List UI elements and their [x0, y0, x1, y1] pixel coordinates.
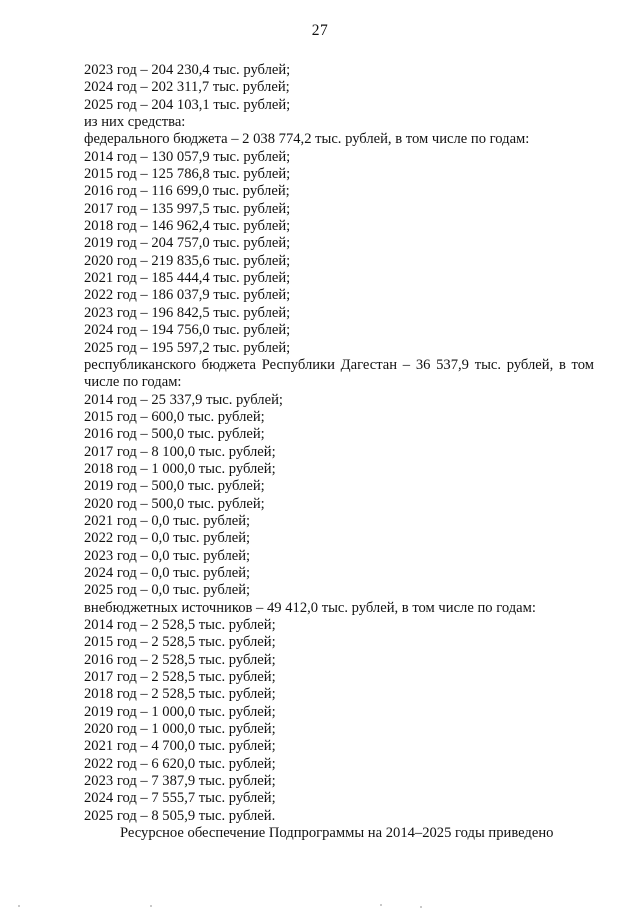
- text-line: 2014 год – 25 337,9 тыс. рублей;: [84, 391, 283, 408]
- text-line: 2019 год – 204 757,0 тыс. рублей;: [84, 235, 291, 252]
- scan-speck: [380, 904, 382, 906]
- scan-speck: [150, 905, 152, 907]
- text-line: 2014 год – 130 057,9 тыс. рублей;: [84, 148, 291, 165]
- text-line: 2018 год – 2 528,5 тыс. рублей;: [84, 686, 276, 703]
- text-line: внебюджетных источников – 49 412,0 тыс. рублей, в том числе по годам:: [84, 599, 536, 616]
- text-line: 2024 год – 0,0 тыс. рублей;: [84, 564, 251, 581]
- scan-speck: [18, 905, 20, 907]
- text-line: 2015 год – 2 528,5 тыс. рублей;: [84, 634, 276, 651]
- text-line: 2014 год – 2 528,5 тыс. рублей;: [84, 617, 276, 633]
- text-line: 2021 год – 4 700,0 тыс. рублей;: [84, 738, 276, 755]
- text-line: 2022 год – 0,0 тыс. рублей;: [84, 530, 251, 547]
- text-line: 2023 год – 196 842,5 тыс. рублей;: [84, 304, 291, 321]
- text-line: 2016 год – 500,0 тыс. рублей;: [84, 426, 265, 443]
- text-line: 2019 год – 1 000,0 тыс. рублей;: [84, 703, 276, 720]
- text-line: 2015 год – 125 786,8 тыс. рублей;: [84, 166, 291, 183]
- text-line: 2023 год – 0,0 тыс. рублей;: [84, 547, 251, 564]
- text-line: 2016 год – 2 528,5 тыс. рублей;: [84, 651, 276, 668]
- text-line: 2024 год – 202 311,7 тыс. рублей;: [84, 79, 290, 96]
- document-body: [84, 62, 594, 842]
- text-line: 2025 год – 8 505,9 тыс. рублей.: [84, 807, 276, 824]
- text-paragraph: республиканского бюджета Республики Дагестан – 36 537,9 тыс. рублей, в том числе по годам:: [84, 356, 594, 391]
- text-line: из них средства:: [84, 114, 186, 131]
- text-line: 2022 год – 186 037,9 тыс. рублей;: [84, 287, 291, 304]
- text-line: 2015 год – 600,0 тыс. рублей;: [84, 408, 265, 425]
- text-line: 2020 год – 219 835,6 тыс. рублей;: [84, 252, 291, 269]
- text-line: 2017 год – 8 100,0 тыс. рублей;: [84, 443, 276, 460]
- text-line: 2025 год – 204 103,1 тыс. рублей;: [84, 96, 291, 113]
- text-line: 2017 год – 135 997,5 тыс. рублей;: [84, 200, 291, 217]
- text-line: 2018 год – 1 000,0 тыс. рублей;: [84, 460, 276, 477]
- text-line: 2024 год – 194 756,0 тыс. рублей;: [84, 322, 291, 339]
- text-line: 2016 год – 116 699,0 тыс. рублей;: [84, 183, 290, 200]
- text-line: 2020 год – 1 000,0 тыс. рублей;: [84, 721, 276, 738]
- text-line: 2017 год – 2 528,5 тыс. рублей;: [84, 669, 276, 686]
- text-line: 2020 год – 500,0 тыс. рублей;: [84, 495, 265, 512]
- page-number: 27: [311, 22, 329, 39]
- text-line: 2023 год – 7 387,9 тыс. рублей;: [84, 773, 276, 790]
- text-line: 2023 год – 204 230,4 тыс. рублей;: [84, 62, 291, 78]
- text-line: 2019 год – 500,0 тыс. рублей;: [84, 478, 265, 495]
- text-line: 2018 год – 146 962,4 тыс. рублей;: [84, 218, 291, 235]
- text-line: 2022 год – 6 620,0 тыс. рублей;: [84, 755, 276, 772]
- text-line: 2024 год – 7 555,7 тыс. рублей;: [84, 790, 276, 807]
- text-line: 2021 год – 0,0 тыс. рублей;: [84, 512, 251, 529]
- text-line: 2025 год – 195 597,2 тыс. рублей;: [84, 339, 291, 356]
- text-line: 2025 год – 0,0 тыс. рублей;: [84, 582, 251, 599]
- text-line: федерального бюджета – 2 038 774,2 тыс. рублей, в том числе по годам:: [84, 131, 530, 148]
- text-line: Ресурсное обеспечение Подпрограммы на 2014–2025 годы приведено: [120, 825, 554, 842]
- text-line: 2021 год – 185 444,4 тыс. рублей;: [84, 270, 291, 287]
- scan-speck: [420, 906, 422, 908]
